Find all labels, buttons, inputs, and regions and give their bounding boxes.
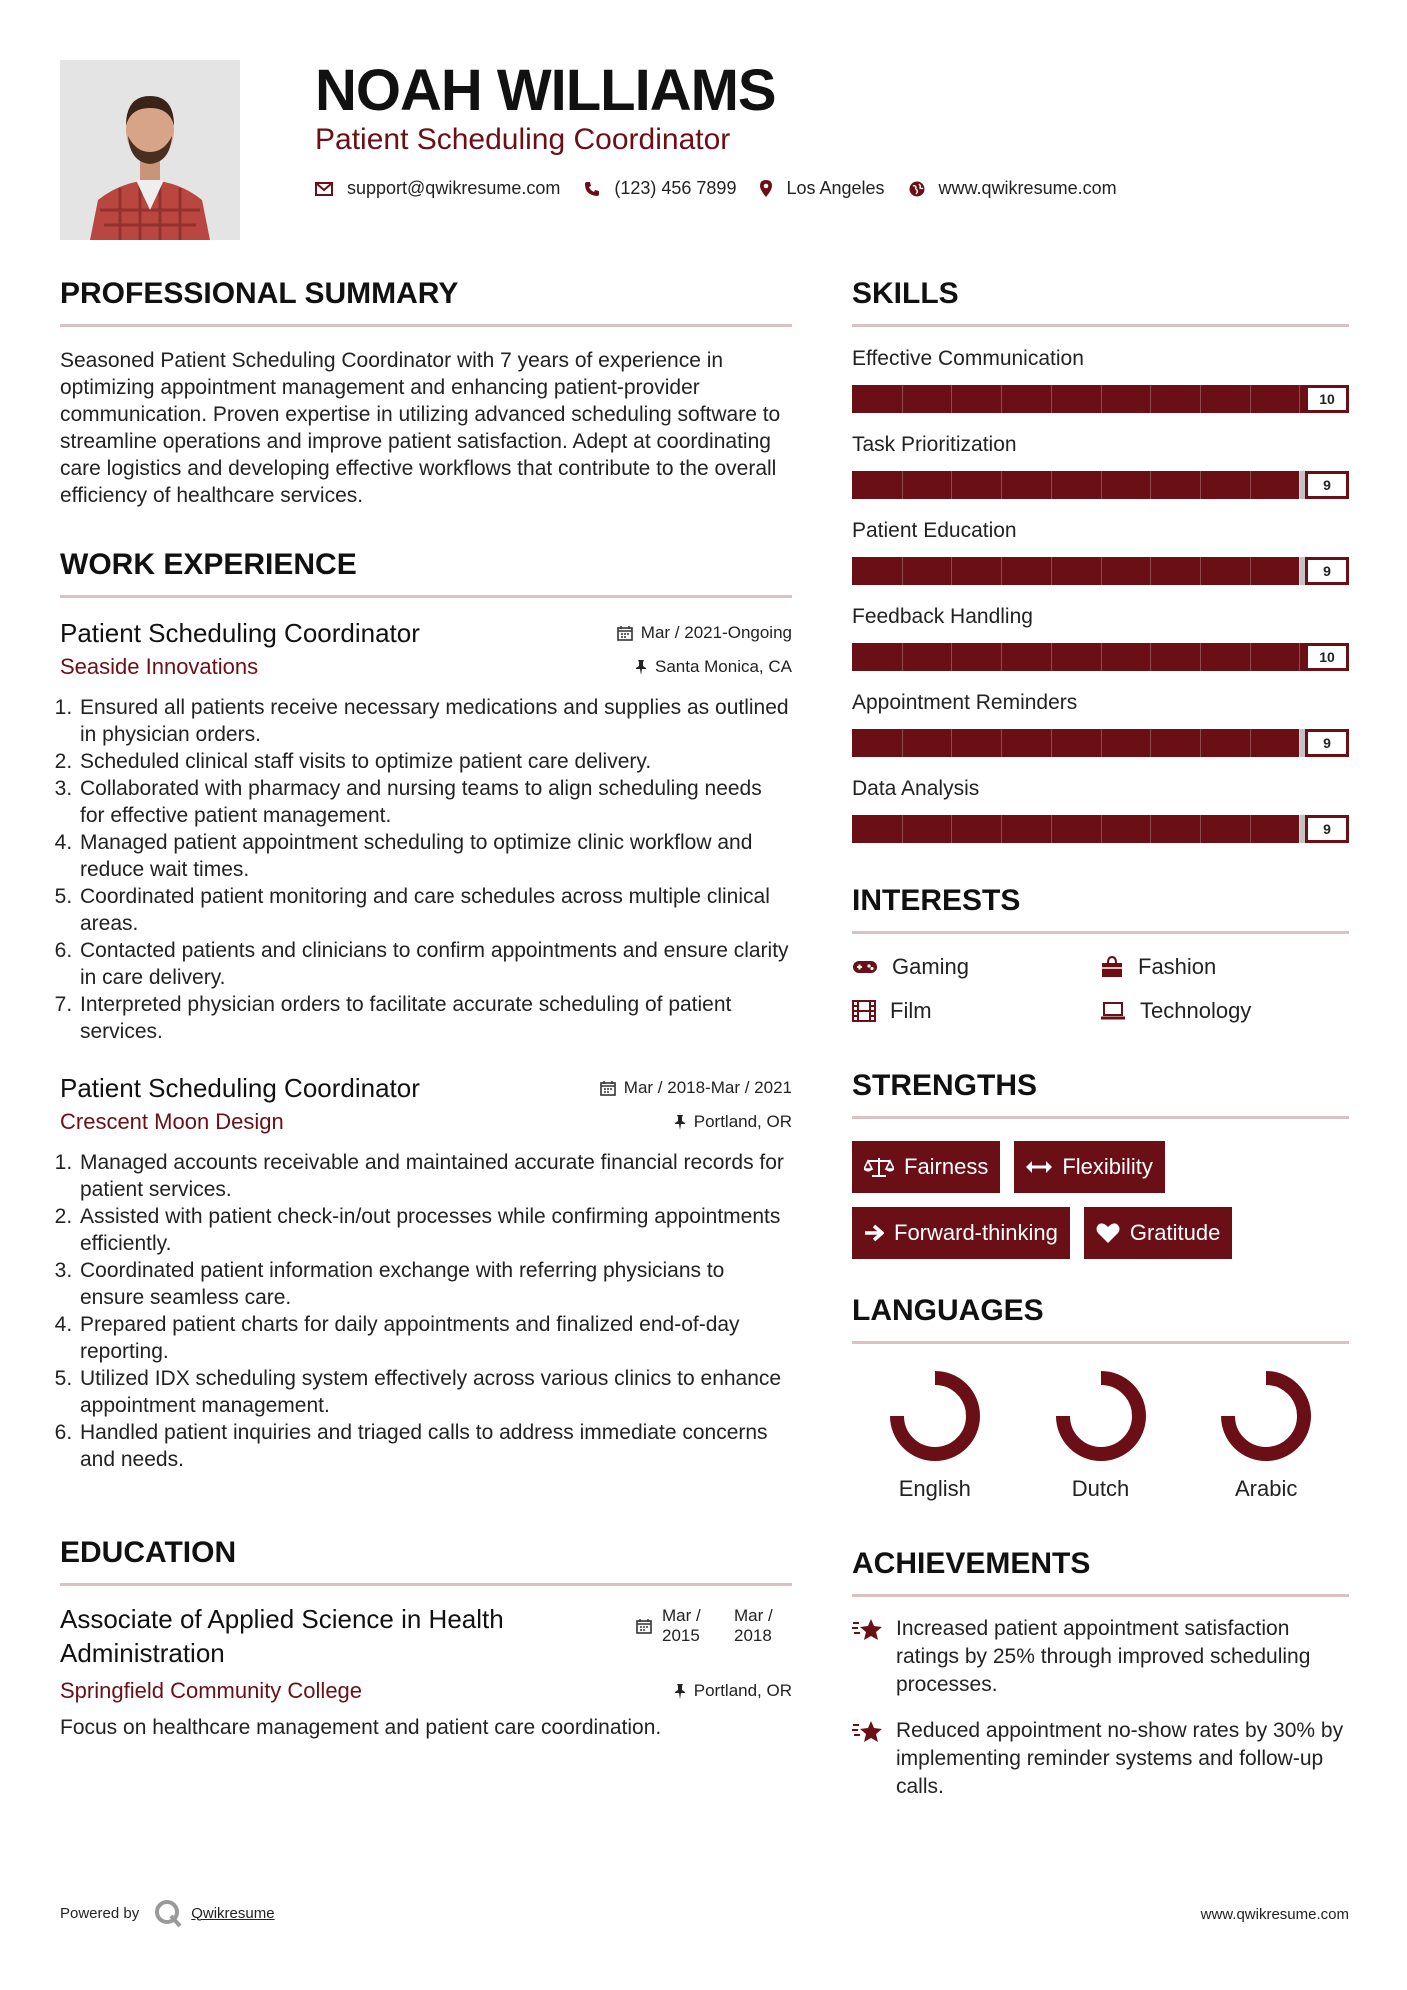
skill-bar-divider bbox=[1101, 815, 1102, 843]
pushpin-icon bbox=[674, 1114, 686, 1130]
skill-name: Task Prioritization bbox=[852, 433, 1017, 456]
job-dates-text: Mar / 2018-Mar / 2021 bbox=[623, 1078, 792, 1097]
skill-bar-divider bbox=[1101, 557, 1102, 585]
language-item bbox=[1018, 1368, 1184, 1502]
skill-level-badge: 10 bbox=[1305, 385, 1349, 413]
duty-item: 1. Ensured all patients receive necessary medications and supplies as outlined in physician orders. bbox=[78, 694, 792, 748]
contact-phone[interactable] bbox=[584, 178, 736, 199]
skill-bar-divider bbox=[1150, 557, 1151, 585]
language-name: Arabic bbox=[1235, 1476, 1298, 1501]
skill-bar bbox=[852, 557, 1349, 585]
map-pin-icon bbox=[760, 180, 772, 197]
language-level-arc bbox=[1063, 1378, 1139, 1454]
language-item bbox=[852, 1368, 1018, 1502]
qwikresume-logo-icon bbox=[153, 1898, 183, 1928]
interest-label: Film bbox=[890, 998, 932, 1023]
job-dates-text: Mar / 2021-Ongoing bbox=[640, 623, 792, 642]
arrow-right-icon bbox=[864, 1224, 884, 1242]
duty-item: 7. Interpreted physician orders to facilitate accurate scheduling of patient services. bbox=[78, 991, 792, 1045]
pushpin-icon bbox=[635, 659, 647, 675]
contact-phone-text: (123) 456 7899 bbox=[614, 178, 737, 198]
achievement-item bbox=[852, 1717, 1349, 1801]
skill-bar-divider bbox=[1250, 471, 1251, 499]
skill-bar-divider bbox=[1200, 815, 1201, 843]
skill-item bbox=[852, 775, 1349, 843]
skill-bar-divider bbox=[1051, 815, 1052, 843]
skill-bar-divider bbox=[1299, 815, 1300, 843]
language-name: English bbox=[898, 1476, 971, 1501]
job-company: Seaside Innovations bbox=[60, 654, 259, 679]
skill-name: Feedback Handling bbox=[852, 605, 1033, 628]
strengths-title: STRENGTHS bbox=[852, 1064, 1349, 1119]
language-level-ring bbox=[1053, 1368, 1149, 1464]
job-duties bbox=[60, 694, 792, 1045]
film-icon bbox=[852, 1000, 876, 1022]
interest-label: Gaming bbox=[892, 954, 970, 979]
interest-label: Technology bbox=[1140, 998, 1252, 1023]
skill-level-badge: 9 bbox=[1305, 557, 1349, 585]
phone-icon bbox=[584, 181, 600, 197]
skill-bar-divider bbox=[1101, 643, 1102, 671]
degree-title: Associate of Applied Science in Health Administration bbox=[60, 1604, 504, 1668]
summary-section bbox=[60, 272, 792, 509]
contact-website[interactable] bbox=[909, 178, 1117, 199]
envelope-icon bbox=[315, 182, 333, 196]
skill-bar-divider bbox=[902, 385, 903, 413]
job-duties bbox=[60, 1149, 792, 1473]
contact-email[interactable] bbox=[315, 178, 560, 199]
duty-item: 4. Prepared patient charts for daily appointments and finalized end-of-day reporting. bbox=[78, 1311, 792, 1365]
contact-email-text: support@qwikresume.com bbox=[347, 178, 561, 198]
candidate-name: NOAH WILLIAMS bbox=[315, 58, 776, 123]
laptop-icon bbox=[1100, 1002, 1126, 1020]
skill-bar-divider bbox=[1299, 729, 1300, 757]
calendar-icon bbox=[636, 1618, 652, 1634]
language-item bbox=[1183, 1368, 1349, 1502]
strength-tag bbox=[852, 1141, 1000, 1193]
skill-name: Appointment Reminders bbox=[852, 691, 1078, 714]
skill-bar-divider bbox=[951, 729, 952, 757]
footer-website[interactable]: www.qwikresume.com bbox=[1200, 1906, 1349, 1923]
duty-item: 5. Utilized IDX scheduling system effectively across various clinics to enhance appointment management. bbox=[78, 1365, 792, 1419]
skill-bar-divider bbox=[951, 815, 952, 843]
interest-item bbox=[1100, 954, 1348, 980]
calendar-icon bbox=[600, 1080, 616, 1096]
skill-bar bbox=[852, 815, 1349, 843]
interest-item bbox=[852, 998, 1100, 1024]
heart-icon bbox=[1096, 1222, 1120, 1244]
interest-label: Fashion bbox=[1138, 954, 1217, 979]
strengths-section bbox=[852, 1064, 1349, 1259]
job-company: Crescent Moon Design bbox=[60, 1109, 284, 1134]
duty-item: 6. Contacted patients and clinicians to confirm appointments and ensure clarity in care delivery. bbox=[78, 937, 792, 991]
education-end: Mar / 2018 bbox=[734, 1606, 773, 1645]
skill-level-badge: 10 bbox=[1305, 643, 1349, 671]
skill-item bbox=[852, 431, 1349, 499]
summary-text: Seasoned Patient Scheduling Coordinator with 7 years of experience in optimizing appointment management and enhancing patient-provider communication. Proven expertise in utilizing advanced scheduling software to streamline operations and improve patient satisfaction. Adept at coordinating care logistics and developing effective workflows that contribute to the overall efficiency of healthcare services. bbox=[60, 349, 781, 507]
skill-bar bbox=[852, 729, 1349, 757]
duty-item: 1. Managed accounts receivable and maintained accurate financial records for patient services. bbox=[78, 1149, 792, 1203]
job-title: Patient Scheduling Coordinator bbox=[60, 618, 420, 648]
skill-bar-divider bbox=[1200, 729, 1201, 757]
achievements-section bbox=[852, 1542, 1349, 1801]
duty-item: 3. Collaborated with pharmacy and nursing teams to align scheduling needs for effective patient management. bbox=[78, 775, 792, 829]
strength-tag bbox=[1014, 1141, 1164, 1193]
summary-title: PROFESSIONAL SUMMARY bbox=[60, 272, 792, 327]
contact-location-text: Los Angeles bbox=[786, 178, 885, 198]
education-section bbox=[60, 1531, 792, 1741]
language-level-arc bbox=[897, 1378, 973, 1454]
duty-item: 5. Coordinated patient monitoring and care schedules across multiple clinical areas. bbox=[78, 883, 792, 937]
skill-bar-divider bbox=[1299, 471, 1300, 499]
job-location bbox=[674, 1112, 792, 1132]
skill-bar-fill bbox=[852, 557, 1299, 585]
language-level-ring bbox=[1218, 1368, 1314, 1464]
contact-website-text: www.qwikresume.com bbox=[938, 178, 1117, 198]
skill-bar bbox=[852, 385, 1349, 413]
skill-bar-divider bbox=[1250, 729, 1251, 757]
skill-bar-divider bbox=[1299, 557, 1300, 585]
skill-bar-fill bbox=[852, 729, 1299, 757]
achievement-text: Increased patient appointment satisfaction ratings by 25% through improved scheduling processes. bbox=[896, 1617, 1311, 1696]
skill-bar-divider bbox=[1051, 729, 1052, 757]
skill-bar-divider bbox=[1200, 557, 1201, 585]
skill-level-badge: 9 bbox=[1305, 729, 1349, 757]
job-dates bbox=[617, 623, 792, 643]
skill-bar-divider bbox=[1051, 643, 1052, 671]
calendar-icon bbox=[617, 625, 633, 641]
job-entry bbox=[60, 1071, 792, 1473]
interest-item bbox=[1100, 998, 1348, 1024]
skill-level-badge: 9 bbox=[1305, 471, 1349, 499]
education-title: EDUCATION bbox=[60, 1531, 792, 1586]
skill-name: Data Analysis bbox=[852, 777, 980, 800]
job-location-text: Portland, OR bbox=[693, 1112, 792, 1131]
strength-label: Gratitude bbox=[1129, 1220, 1221, 1245]
school-location-text: Portland, OR bbox=[693, 1681, 792, 1700]
experience-title: WORK EXPERIENCE bbox=[60, 543, 792, 598]
job-location-text: Santa Monica, CA bbox=[654, 657, 792, 676]
skill-item bbox=[852, 345, 1349, 413]
skill-bar-divider bbox=[902, 471, 903, 499]
duty-item: 3. Coordinated patient information exchange with referring physicians to ensure seamless care. bbox=[78, 1257, 792, 1311]
skill-bar-divider bbox=[1250, 815, 1251, 843]
education-start: Mar / 2015 bbox=[662, 1606, 701, 1645]
footer-powered-by bbox=[60, 1898, 275, 1928]
skill-bar-divider bbox=[902, 815, 903, 843]
skill-bar-divider bbox=[1200, 643, 1201, 671]
skill-bar-divider bbox=[1150, 385, 1151, 413]
school-name: Springfield Community College bbox=[60, 1678, 363, 1703]
skill-bar-divider bbox=[902, 557, 903, 585]
skill-item bbox=[852, 603, 1349, 671]
skill-bar-divider bbox=[1051, 385, 1052, 413]
skills-list bbox=[852, 345, 1349, 843]
interests-title: INTERESTS bbox=[852, 879, 1349, 934]
skill-bar-divider bbox=[1101, 471, 1102, 499]
skill-bar-divider bbox=[1001, 643, 1002, 671]
candidate-role: Patient Scheduling Coordinator bbox=[315, 123, 731, 156]
skill-bar-divider bbox=[951, 471, 952, 499]
skill-bar-divider bbox=[1101, 729, 1102, 757]
globe-icon bbox=[909, 181, 925, 197]
arrows-horizontal-icon bbox=[1026, 1160, 1052, 1174]
skill-bar-divider bbox=[1200, 471, 1201, 499]
skills-section bbox=[852, 272, 1349, 843]
skill-bar-divider bbox=[902, 643, 903, 671]
job-entry bbox=[60, 616, 792, 1045]
powered-by-text: Powered by bbox=[60, 1904, 140, 1922]
skill-bar-divider bbox=[951, 643, 952, 671]
right-column bbox=[852, 272, 1349, 1801]
skill-bar-divider bbox=[1150, 643, 1151, 671]
education-description: Focus on healthcare management and patient care coordination. bbox=[60, 1716, 662, 1739]
contact-bar bbox=[315, 178, 1141, 199]
skill-bar-divider bbox=[1250, 643, 1251, 671]
languages-section bbox=[852, 1289, 1349, 1502]
achievements-title: ACHIEVEMENTS bbox=[852, 1542, 1349, 1597]
education-dates bbox=[636, 1606, 792, 1646]
duty-item: 4. Managed patient appointment scheduling to optimize clinic workflow and reduce wait times. bbox=[78, 829, 792, 883]
interests-section bbox=[852, 879, 1349, 1024]
achievement-text: Reduced appointment no-show rates by 30% by implementing reminder systems and follow-up calls. bbox=[896, 1719, 1344, 1798]
skill-bar bbox=[852, 471, 1349, 499]
job-location bbox=[635, 657, 792, 677]
duty-item: 2. Scheduled clinical staff visits to optimize patient care delivery. bbox=[78, 748, 792, 775]
skill-bar-divider bbox=[1001, 471, 1002, 499]
balance-scale-icon bbox=[864, 1156, 894, 1178]
strength-label: Forward-thinking bbox=[894, 1220, 1058, 1245]
strength-tag bbox=[1084, 1207, 1233, 1259]
duty-item: 2. Assisted with patient check-in/out processes while confirming appointments efficiently. bbox=[78, 1203, 792, 1257]
strength-label: Flexibility bbox=[1062, 1154, 1153, 1179]
skill-bar-divider bbox=[1001, 729, 1002, 757]
star-trophy-icon bbox=[852, 1617, 884, 1643]
experience-section bbox=[60, 543, 792, 1473]
language-name: Dutch bbox=[1071, 1476, 1130, 1501]
skill-bar-divider bbox=[1250, 557, 1251, 585]
skill-bar-divider bbox=[1299, 643, 1300, 671]
skills-title: SKILLS bbox=[852, 272, 1349, 327]
language-level-ring bbox=[887, 1368, 983, 1464]
school-location bbox=[674, 1681, 792, 1701]
skill-bar-fill bbox=[852, 815, 1299, 843]
skill-bar-divider bbox=[951, 557, 952, 585]
skill-item bbox=[852, 689, 1349, 757]
skill-bar-divider bbox=[1051, 471, 1052, 499]
skill-bar-divider bbox=[1101, 385, 1102, 413]
skill-bar-divider bbox=[1001, 815, 1002, 843]
skill-item bbox=[852, 517, 1349, 585]
profile-photo bbox=[60, 60, 240, 240]
skill-bar-divider bbox=[1150, 471, 1151, 499]
interest-item bbox=[852, 954, 1100, 980]
contact-location bbox=[760, 178, 884, 199]
skill-bar-divider bbox=[1001, 385, 1002, 413]
skill-bar-divider bbox=[1150, 815, 1151, 843]
duty-item: 6. Handled patient inquiries and triaged calls to address immediate concerns and needs. bbox=[78, 1419, 792, 1473]
languages-list bbox=[852, 1368, 1349, 1502]
skill-level-badge: 9 bbox=[1305, 815, 1349, 843]
skill-bar bbox=[852, 643, 1349, 671]
strength-tag bbox=[852, 1207, 1070, 1259]
skill-name: Effective Communication bbox=[852, 347, 1084, 370]
skill-bar-divider bbox=[1051, 557, 1052, 585]
strength-label: Fairness bbox=[904, 1154, 989, 1179]
star-trophy-icon bbox=[852, 1719, 884, 1745]
skill-bar-divider bbox=[1299, 385, 1300, 413]
left-column bbox=[60, 272, 792, 1741]
skill-bar-divider bbox=[951, 385, 952, 413]
skill-bar-divider bbox=[902, 729, 903, 757]
qwikresume-link[interactable]: Qwikresume bbox=[191, 1904, 275, 1922]
skill-bar-divider bbox=[1001, 557, 1002, 585]
job-title: Patient Scheduling Coordinator bbox=[60, 1073, 420, 1103]
language-level-arc bbox=[1228, 1378, 1304, 1454]
pushpin-icon bbox=[674, 1683, 686, 1699]
languages-title: LANGUAGES bbox=[852, 1289, 1349, 1344]
skill-bar-fill bbox=[852, 471, 1299, 499]
achievement-item bbox=[852, 1615, 1349, 1699]
skill-bar-divider bbox=[1250, 385, 1251, 413]
skill-bar-divider bbox=[1150, 729, 1151, 757]
skill-bar-divider bbox=[1200, 385, 1201, 413]
shopping-bag-icon bbox=[1100, 956, 1124, 978]
skill-name: Patient Education bbox=[852, 519, 1017, 542]
gamepad-icon bbox=[852, 959, 878, 975]
job-dates bbox=[600, 1078, 792, 1098]
